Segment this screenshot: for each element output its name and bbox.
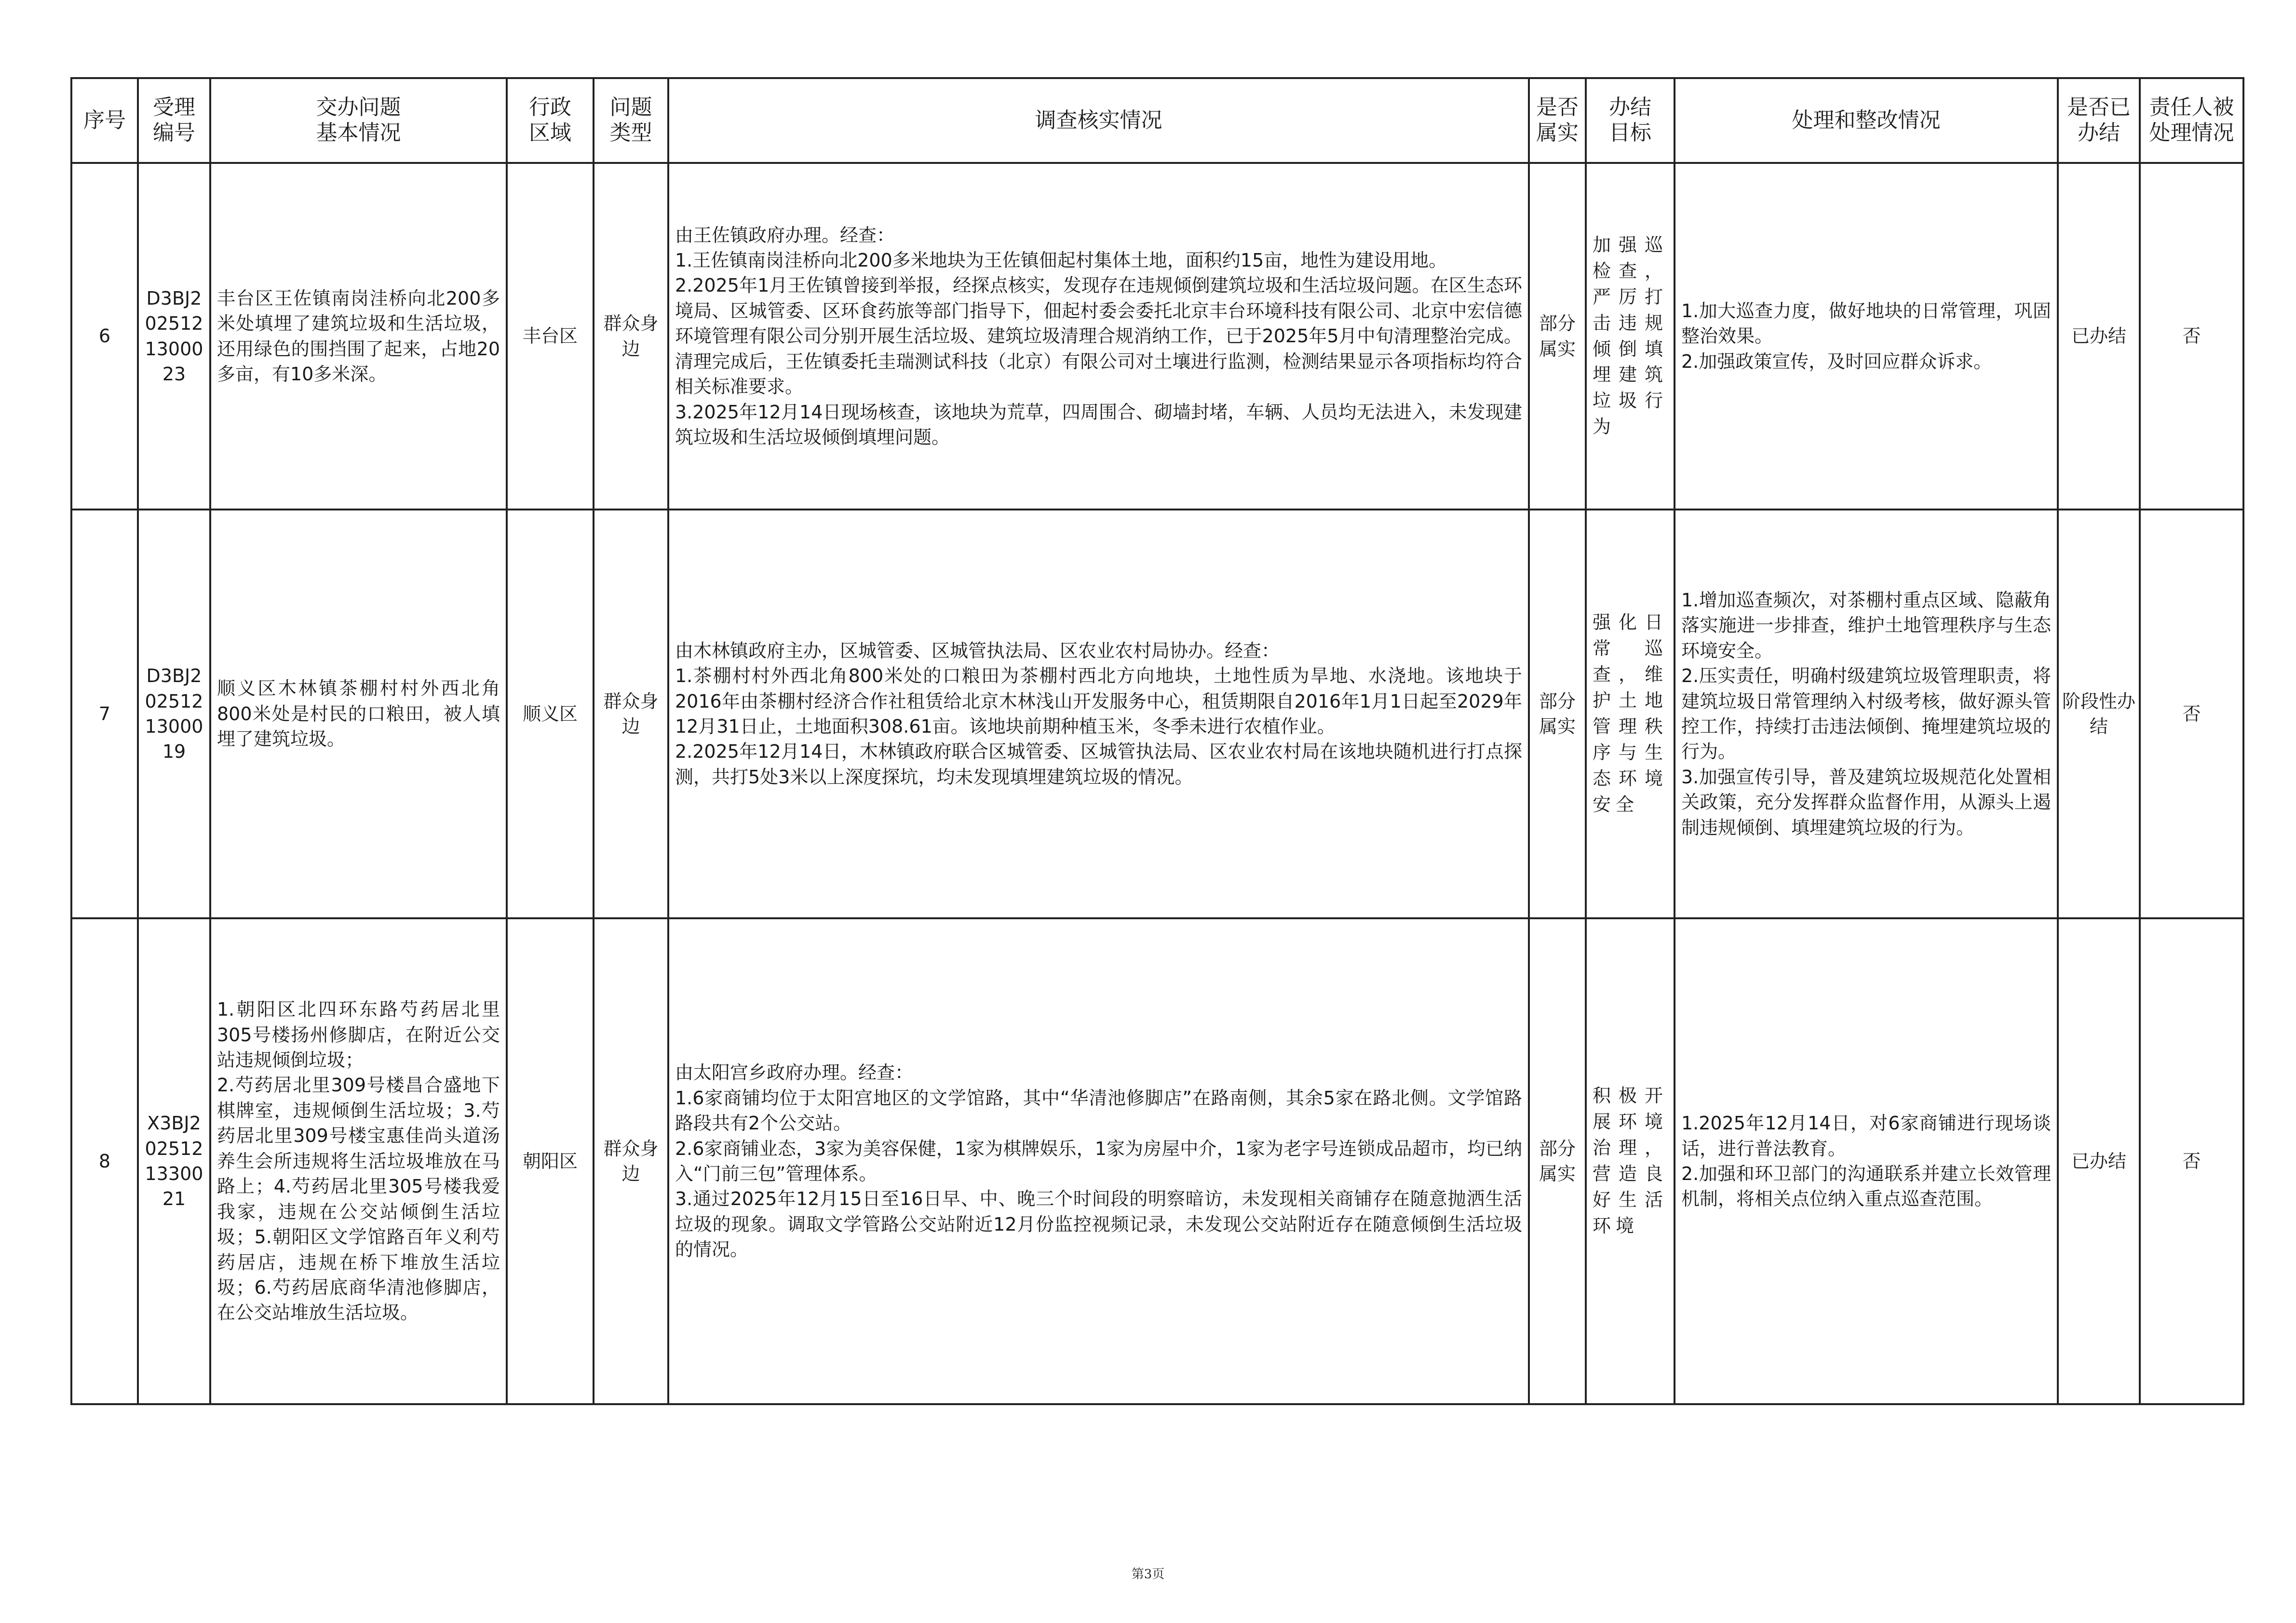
table-row [71,163,2243,510]
rectification: 1.加大巡查力度，做好地块的日常管理，巩固整治效果。 2.加强政策宣传，及时回应群众诉求。 [1675,163,2058,510]
table-row [71,918,2243,1404]
accountability: 否 [2140,510,2243,918]
district: 丰台区 [507,163,594,510]
verified: 部分属实 [1529,163,1586,510]
closed-status: 阶段性办结 [2058,510,2140,918]
closed-status: 已办结 [2058,163,2140,510]
issue-description: 顺义区木林镇茶棚村村外西北角800米处是村民的口粮田，被人填埋了建筑垃圾。 [210,510,507,918]
rectification: 1.增加巡查频次，对茶棚村重点区域、隐蔽角落实施进一步排查，维护土地管理秩序与生态环境安全。 2.压实责任，明确村级建筑垃圾管理职责，将建筑垃圾日常管理纳入村级考核，做好源头管控工作，持续打击违法倾倒、掩埋建筑垃圾的行为。 3.加强宣传引导，普及建筑垃圾规范化处置相关政策，充分发挥群众监督作用，从源头上遏制违规倾倒、填埋建筑垃圾的行为。 [1675,510,2058,918]
header-row [71,78,2243,163]
district: 顺义区 [507,510,594,918]
rectification: 1.2025年12月14日，对6家商铺进行现场谈话，进行普法教育。 2.加强和环卫部门的沟通联系并建立长效管理机制，将相关点位纳入重点巡查范围。 [1675,918,2058,1404]
page-number: 第3页 [1131,1567,1165,1582]
issue-description: 丰台区王佐镇南岗洼桥向北200多米处填埋了建筑垃圾和生活垃圾，还用绿色的围挡围了起来，占地20多亩，有10多米深。 [210,163,507,510]
header-cell: 办结 目标 [1586,78,1675,163]
cases-table [70,77,2244,1405]
accountability: 否 [2140,918,2243,1404]
header-cell: 调查核实情况 [668,78,1529,163]
investigation: 由木林镇政府主办，区城管委、区城管执法局、区农业农村局协办。经查： 1.茶棚村村外西北角800米处的口粮田为茶棚村西北方向地块，土地性质为旱地、水浇地。该地块于2016年由茶棚村经济合作社租赁给北京木林浅山开发服务中心，租赁期限自2016年1月1日起至2029年12月31日止，土地面积308.61亩。该地块前期种植玉米，冬季未进行农植作业。 2.2025年12月14日，木林镇政府联合区城管委、区城管执法局、区农业农村局在该地块随机进行打点探测，共打5处3米以上深度探坑，均未发现填埋建筑垃圾的情况。 [668,510,1529,918]
header-cell: 处理和整改情况 [1675,78,2058,163]
case-id: D3BJ2025121300023 [138,163,210,510]
closed-status: 已办结 [2058,918,2140,1404]
closure-goal: 强化日常巡查，维护土地管理秩序与生态环境安全 [1586,510,1675,918]
district: 朝阳区 [507,918,594,1404]
case-id: X3BJ2025121330021 [138,918,210,1404]
header-cell: 行政 区域 [507,78,594,163]
investigation: 由王佐镇政府办理。经查： 1.王佐镇南岗洼桥向北200多米地块为王佐镇佃起村集体土地，面积约15亩，地性为建设用地。 2.2025年1月王佐镇曾接到举报，经探点核实，发现存在违规倾倒建筑垃圾和生活垃圾问题。在区生态环境局、区城管委、区环食药旅等部门指导下，佃起村委会委托北京丰台环境科技有限公司、北京中宏信德环境管理有限公司分别开展生活垃圾、建筑垃圾清理合规消纳工作，已于2025年5月中旬清理整治完成。清理完成后，王佐镇委托圭瑞测试科技（北京）有限公司对土壤进行监测，检测结果显示各项指标均符合相关标准要求。 3.2025年12月14日现场核查，该地块为荒草，四周围合、砌墙封堵，车辆、人员均无法进入，未发现建筑垃圾和生活垃圾倾倒填埋问题。 [668,163,1529,510]
table-row [71,510,2243,918]
issue-type: 群众身边 [594,163,668,510]
closure-goal: 积极开展环境治理，营造良好生活环境 [1586,918,1675,1404]
verified: 部分属实 [1529,510,1586,918]
header-cell: 问题 类型 [594,78,668,163]
issue-type: 群众身边 [594,510,668,918]
header-cell: 序号 [71,78,138,163]
issue-description: 1.朝阳区北四环东路芍药居北里305号楼扬州修脚店，在附近公交站违规倾倒垃圾； 2.芍药居北里309号楼昌合盛地下棋牌室，违规倾倒生活垃圾；3.芍药居北里309号楼宝惠佳尚头道汤养生会所违规将生活垃圾堆放在马路上；4.芍药居北里305号楼我爱我家，违规在公交站倾倒生活垃圾；5.朝阳区文学馆路百年义利芍药居店，违规在桥下堆放生活垃圾；6.芍药居底商华清池修脚店，在公交站堆放生活垃圾。 [210,918,507,1404]
verified: 部分属实 [1529,918,1586,1404]
header-cell: 责任人被 处理情况 [2140,78,2243,163]
issue-type: 群众身边 [594,918,668,1404]
case-id: D3BJ2025121300019 [138,510,210,918]
closure-goal: 加强巡检查，严厉打击违规倾倒填埋建筑垃圾行为 [1586,163,1675,510]
row-number: 7 [71,510,138,918]
header-cell: 交办问题 基本情况 [210,78,507,163]
row-number: 8 [71,918,138,1404]
accountability: 否 [2140,163,2243,510]
investigation: 由太阳宫乡政府办理。经查： 1.6家商铺均位于太阳宫地区的文学馆路，其中“华清池修脚店”在路南侧，其余5家在路北侧。文学馆路路段共有2个公交站。 2.6家商铺业态，3家为美容保健，1家为棋牌娱乐，1家为房屋中介，1家为老字号连锁成品超市，均已纳入“门前三包”管理体系。 3.通过2025年12月15日至16日早、中、晚三个时间段的明察暗访，未发现相关商铺存在随意抛洒生活垃圾的现象。调取文学管路公交站附近12月份监控视频记录，未发现公交站附近存在随意倾倒生活垃圾的情况。 [668,918,1529,1404]
header-cell: 是否已 办结 [2058,78,2140,163]
header-cell: 受理 编号 [138,78,210,163]
header-cell: 是否 属实 [1529,78,1586,163]
row-number: 6 [71,163,138,510]
